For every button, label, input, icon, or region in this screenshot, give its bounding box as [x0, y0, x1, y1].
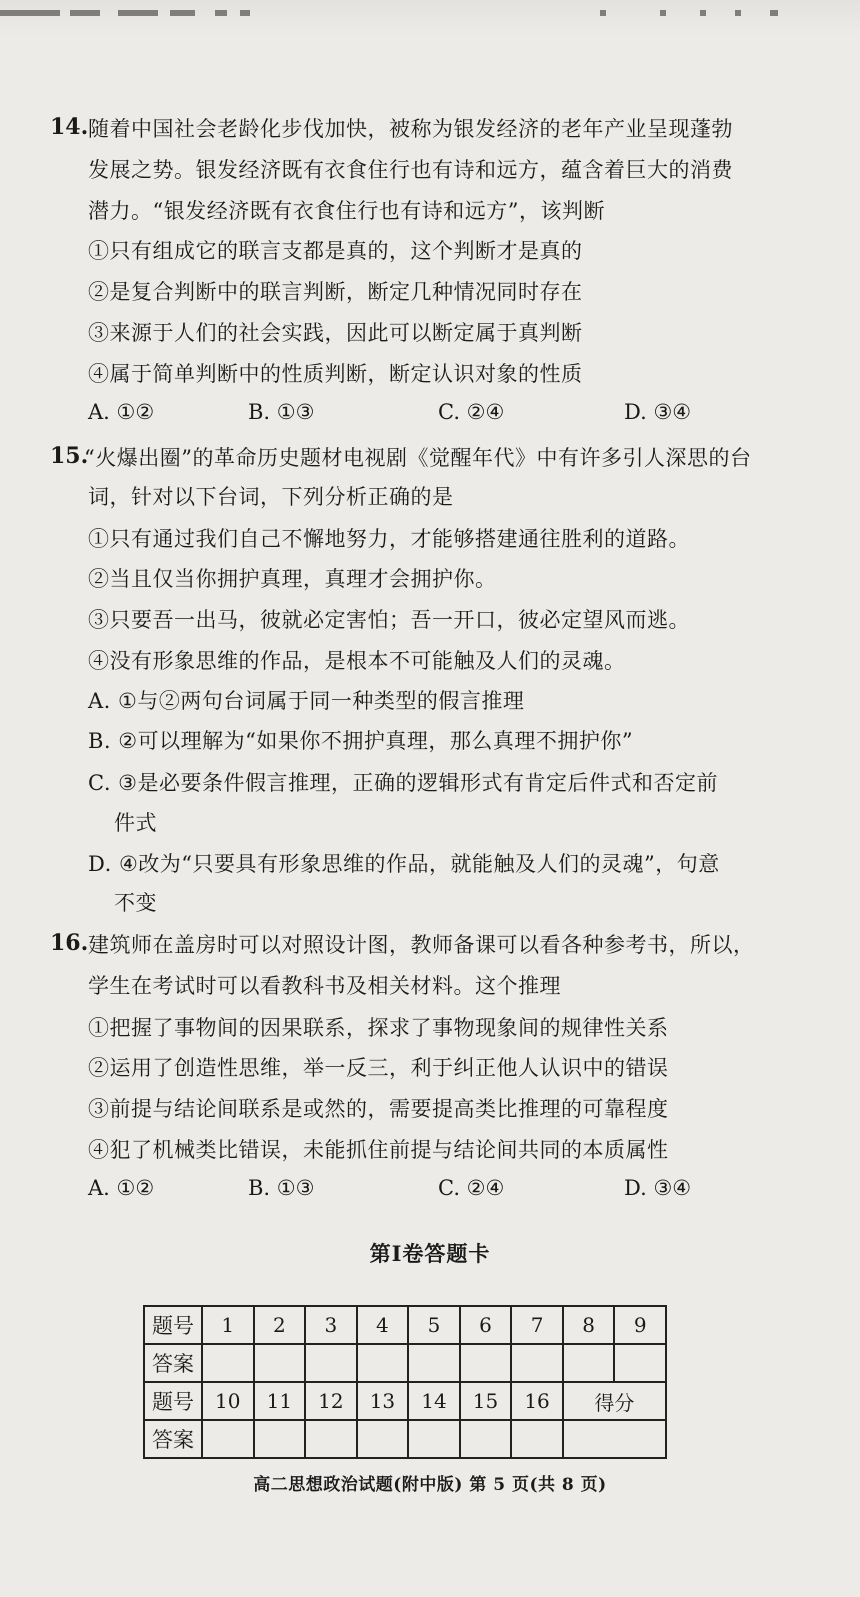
- score-label: 得分: [563, 1382, 666, 1420]
- question-number-row: [144, 1382, 666, 1420]
- option-d: D. ③④: [624, 400, 692, 424]
- answer-cell[interactable]: [305, 1420, 357, 1458]
- question-number-cell: 12: [305, 1382, 357, 1420]
- question-number-cell: 10: [202, 1382, 254, 1420]
- scan-edge-noise: [0, 0, 860, 36]
- question-number-cell: 15: [460, 1382, 512, 1420]
- answer-cell[interactable]: [511, 1344, 563, 1382]
- question-number-cell: 5: [408, 1306, 460, 1344]
- question-number-cell: 4: [357, 1306, 409, 1344]
- question-number-cell: 3: [305, 1306, 357, 1344]
- answer-cell[interactable]: [460, 1344, 512, 1382]
- question-stem-line: 发展之势。银发经济既有衣食住行也有诗和远方，蕴含着巨大的消费: [88, 158, 733, 182]
- page-footer: 高二思想政治试题(附中版) 第 5 页(共 8 页): [253, 1475, 607, 1495]
- question-number-row: [144, 1306, 666, 1344]
- question-stem-line: 建筑师在盖房时可以对照设计图，教师备课可以看各种参考书，所以，: [88, 933, 755, 957]
- row-label-answer: 答案: [144, 1420, 202, 1458]
- row-label-question: 题号: [144, 1306, 202, 1344]
- question-number-cell: 1: [202, 1306, 254, 1344]
- question-stem-line: 潜力。“银发经济既有衣食住行也有诗和远方”，该判断: [88, 199, 605, 223]
- answer-cell[interactable]: [202, 1344, 254, 1382]
- question-number-cell: 16: [511, 1382, 563, 1420]
- statement-item: ②当且仅当你拥护真理，真理才会拥护你。: [88, 567, 497, 591]
- answer-cell[interactable]: [408, 1420, 460, 1458]
- question-number-cell: 6: [460, 1306, 512, 1344]
- option-a: A. ①与②两句台词属于同一种类型的假言推理: [88, 689, 525, 713]
- option-c-continued: 件式: [114, 811, 157, 835]
- answer-row: [144, 1344, 666, 1382]
- score-cell[interactable]: [563, 1420, 666, 1458]
- answer-cell[interactable]: [460, 1420, 512, 1458]
- statement-item: ②是复合判断中的联言判断，断定几种情况同时存在: [88, 280, 583, 304]
- question-stem-line: “火爆出圈”的革命历史题材电视剧《觉醒年代》中有许多引人深思的台: [84, 446, 752, 470]
- option-d: D. ④改为“只要具有形象思维的作品，就能触及人们的灵魂”，句意: [88, 852, 720, 876]
- question-number-cell: 8: [563, 1306, 615, 1344]
- answer-cell[interactable]: [563, 1344, 615, 1382]
- question-number: 15.: [50, 443, 89, 469]
- answer-card-table: [143, 1305, 667, 1459]
- question-number-cell: 13: [357, 1382, 409, 1420]
- statement-item: ④没有形象思维的作品，是根本不可能触及人们的灵魂。: [88, 649, 626, 673]
- answer-options: [88, 1176, 708, 1206]
- question-stem-line: 随着中国社会老龄化步伐加快，被称为银发经济的老年产业呈现蓬勃: [88, 117, 733, 141]
- statement-item: ②运用了创造性思维，举一反三，利于纠正他人认识中的错误: [88, 1056, 669, 1080]
- answer-cell[interactable]: [511, 1420, 563, 1458]
- question-number: 14.: [50, 114, 89, 140]
- answer-cell[interactable]: [202, 1420, 254, 1458]
- option-b: B. ②可以理解为“如果你不拥护真理，那么真理不拥护你”: [88, 729, 634, 753]
- option-a: A. ①②: [88, 1176, 155, 1200]
- question-stem-line: 词，针对以下台词，下列分析正确的是: [88, 485, 454, 509]
- answer-row: [144, 1420, 666, 1458]
- question-number-cell: 9: [614, 1306, 666, 1344]
- statement-item: ③只要吾一出马，彼就必定害怕；吾一开口，彼必定望风而逃。: [88, 608, 690, 632]
- row-label-answer: 答案: [144, 1344, 202, 1382]
- option-c: C. ③是必要条件假言推理，正确的逻辑形式有肯定后件式和否定前: [88, 771, 718, 795]
- answer-options: [88, 400, 708, 430]
- option-b: B. ①③: [248, 400, 315, 424]
- statement-item: ①只有组成它的联言支都是真的，这个判断才是真的: [88, 239, 583, 263]
- answer-cell[interactable]: [408, 1344, 460, 1382]
- question-number-cell: 7: [511, 1306, 563, 1344]
- option-c: C. ②④: [438, 1176, 505, 1200]
- option-d-continued: 不变: [114, 891, 157, 915]
- answer-cell[interactable]: [357, 1344, 409, 1382]
- statement-item: ①把握了事物间的因果联系，探求了事物现象间的规律性关系: [88, 1016, 669, 1040]
- answer-cell[interactable]: [357, 1420, 409, 1458]
- question-number-cell: 2: [254, 1306, 306, 1344]
- option-a: A. ①②: [88, 400, 155, 424]
- question-number-cell: 11: [254, 1382, 306, 1420]
- statement-item: ①只有通过我们自己不懈地努力，才能够搭建通往胜利的道路。: [88, 527, 690, 551]
- option-b: B. ①③: [248, 1176, 315, 1200]
- option-d: D. ③④: [624, 1176, 692, 1200]
- question-number-cell: 14: [408, 1382, 460, 1420]
- statement-item: ④犯了机械类比错误，未能抓住前提与结论间共同的本质属性: [88, 1138, 669, 1162]
- question-stem-line: 学生在考试时可以看教科书及相关材料。这个推理: [88, 974, 561, 998]
- option-c: C. ②④: [438, 400, 505, 424]
- statement-item: ③前提与结论间联系是或然的，需要提高类比推理的可靠程度: [88, 1097, 669, 1121]
- answer-cell[interactable]: [254, 1420, 306, 1458]
- answer-cell[interactable]: [614, 1344, 666, 1382]
- answer-cell[interactable]: [305, 1344, 357, 1382]
- row-label-question: 题号: [144, 1382, 202, 1420]
- statement-item: ③来源于人们的社会实践，因此可以断定属于真判断: [88, 321, 583, 345]
- answer-card-title: 第Ⅰ卷答题卡: [369, 1241, 491, 1266]
- statement-item: ④属于简单判断中的性质判断，断定认识对象的性质: [88, 362, 583, 386]
- question-number: 16.: [50, 930, 89, 956]
- answer-cell[interactable]: [254, 1344, 306, 1382]
